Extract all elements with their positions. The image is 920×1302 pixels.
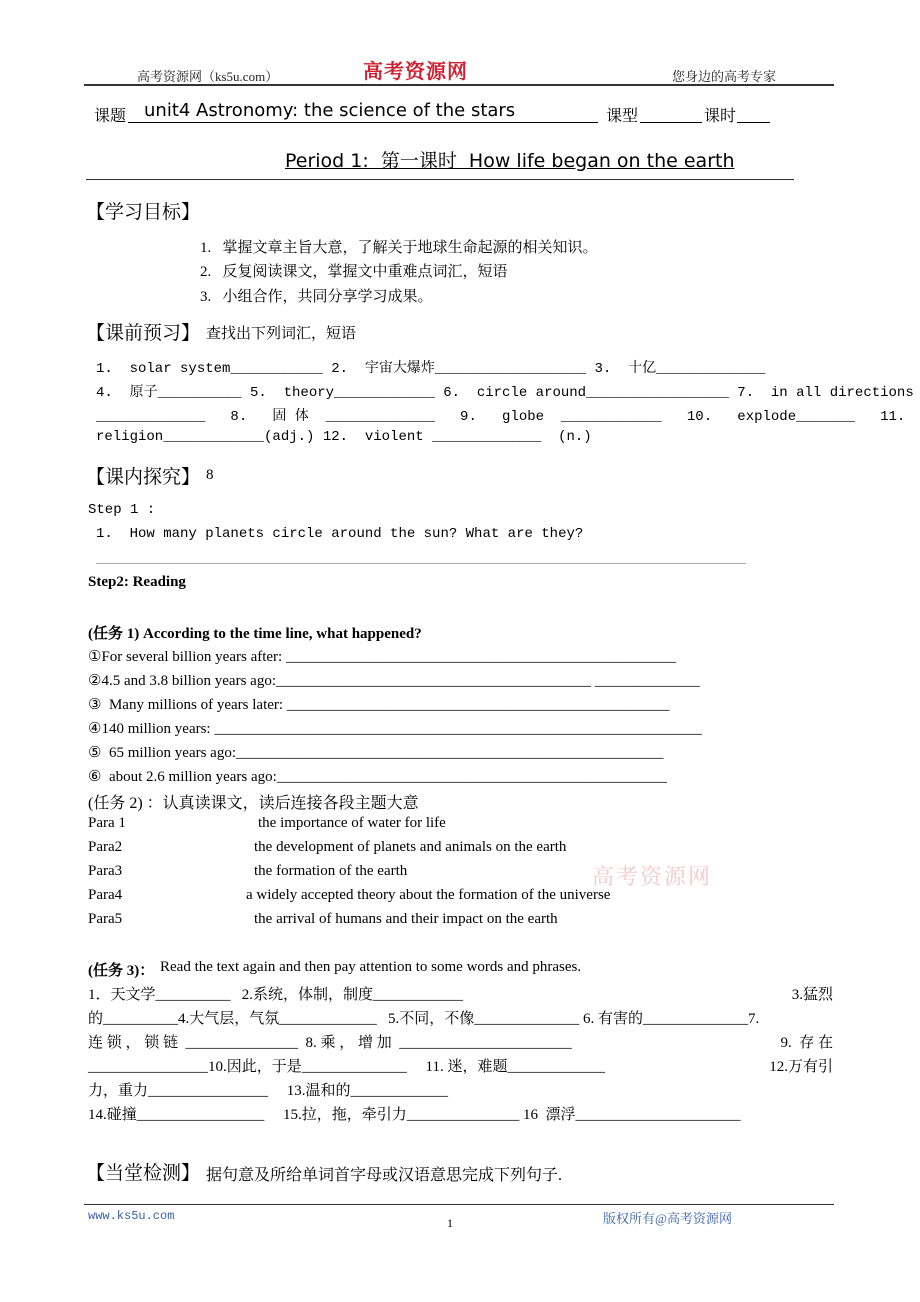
topic: unit4 Astronomy: the science of the stars — [128, 100, 598, 123]
header-rule — [84, 84, 834, 86]
para-label: Para 1 — [88, 815, 126, 831]
answer-line[interactable] — [96, 563, 746, 564]
period-title: Period 1: 第一课时 How life began on the earth — [285, 150, 735, 172]
task3-instruction: Read the text again and then pay attention to some words and phrases. — [160, 959, 582, 975]
type-label: 课型 — [606, 106, 639, 125]
task2-heading: (任务 2) ：认真读课文，读后连接各段主题大意 — [88, 795, 419, 812]
title-rule — [86, 179, 794, 180]
preview-line: religion____________(adj.) 12. violent _____________ (n.) — [96, 429, 592, 445]
hours-blank[interactable] — [737, 122, 770, 123]
footer-right: 版权所有@高考资源网 — [603, 1211, 732, 1226]
preview-line: 4. 原子__________ 5. theory____________ 6. circle around_________________ 7. in all directions — [96, 385, 914, 401]
task1-item: ②4.5 and 3.8 billion years ago:__________________________________________ ______________ — [88, 673, 700, 689]
header-left: 高考资源网（ks5u.com） — [137, 69, 279, 84]
task1-item: ④140 million years: _________________________________________________________________ — [88, 721, 702, 737]
vocab-line: 1．天文学__________ 2.系统，体制，制度____________ — [88, 987, 464, 1003]
para-label: Para3 — [88, 863, 123, 879]
vocab-line-end: 3.猛烈 — [791, 987, 833, 1003]
vocab-line-end: 12.万有引 — [769, 1059, 833, 1075]
task1-heading: (任务 1) According to the time line, what happened? — [88, 626, 422, 642]
main-idea: the formation of the earth — [254, 863, 408, 879]
vocab-line: ________________10.因此，于是______________ 11. 迷，难题_____________ — [88, 1059, 605, 1075]
main-idea: the importance of water for life — [258, 815, 446, 831]
preview-heading: 【课前预习】 — [86, 323, 201, 344]
main-idea: the arrival of humans and their impact on the earth — [254, 911, 558, 927]
preview-line: 1. solar system___________ 2. 宇宙大爆炸__________________ 3. 十亿_____________ — [96, 361, 766, 377]
vocab-line: 力，重力________________ 13.温和的_____________ — [88, 1083, 449, 1099]
para-label: Para5 — [88, 911, 123, 927]
goal-item: 2. 反复阅读课文，掌握文中重难点词汇，短语 — [200, 264, 508, 280]
goals-heading: 【学习目标】 — [86, 202, 201, 223]
vocab-line: 14.碰撞_________________ 15.拉，拖，牵引力_______________ 16 漂浮______________________ — [88, 1107, 741, 1123]
header-logo: 高考资源网 — [363, 61, 468, 83]
explore-heading: 【课内探究】 — [86, 467, 201, 488]
check-note: 据句意及所给单词首字母或汉语意思完成下列句子. — [206, 1167, 563, 1184]
goal-item: 1. 掌握文章主旨大意，了解关于地球生命起源的相关知识。 — [200, 240, 598, 256]
type-blank[interactable] — [640, 122, 702, 123]
footer-left[interactable]: www.ks5u.com — [88, 1209, 175, 1223]
step1-label: Step 1 : — [88, 502, 156, 518]
vocab-line: 连 锁 ， 锁 链 _______________ 8. 乘 ， 增 加 _______________________ — [88, 1035, 572, 1051]
task3-heading: (任务 3)： — [88, 963, 155, 979]
page-number: 1 — [447, 1216, 453, 1230]
main-idea: the development of planets and animals on the earth — [254, 839, 567, 855]
step2-label: Step2: Reading — [88, 574, 186, 590]
vocab-line: 的__________4.大气层，气氛_____________ 5.不同，不像______________ 6. 有害的______________7. — [88, 1011, 760, 1027]
footer-rule — [84, 1204, 834, 1205]
vocab-line-end: 9. 存 在 — [780, 1035, 833, 1051]
task1-item: ⑤ 65 million years ago:_________________________________________________________ — [88, 745, 664, 761]
hours-label: 课时 — [704, 106, 737, 125]
main-idea: a widely accepted theory about the formation of the universe — [246, 887, 611, 903]
header-right: 您身边的高考专家 — [672, 69, 777, 84]
title-label: 课题 — [94, 106, 127, 125]
step1-question: 1. How many planets circle around the sun? What are they? — [96, 526, 584, 542]
check-heading: 【当堂检测】 — [86, 1163, 201, 1184]
para-label: Para2 — [88, 839, 123, 855]
para-label: Para4 — [88, 887, 123, 903]
explore-note: 8 — [206, 467, 214, 483]
preview-note: 查找出下列词汇，短语 — [206, 326, 357, 342]
goal-item: 3. 小组合作，共同分享学习成果。 — [200, 289, 433, 305]
watermark: 高考资源网 — [592, 864, 713, 889]
task1-item: ③ Many millions of years later: ___________________________________________________ — [88, 697, 670, 713]
task1-item: ①For several billion years after: ____________________________________________________ — [88, 649, 676, 665]
task1-item: ⑥ about 2.6 million years ago:____________________________________________________ — [88, 769, 667, 785]
preview-line: _____________ 8. 固 体 _____________ 9. globe ____________ 10. explode_______ 11. — [96, 409, 906, 425]
